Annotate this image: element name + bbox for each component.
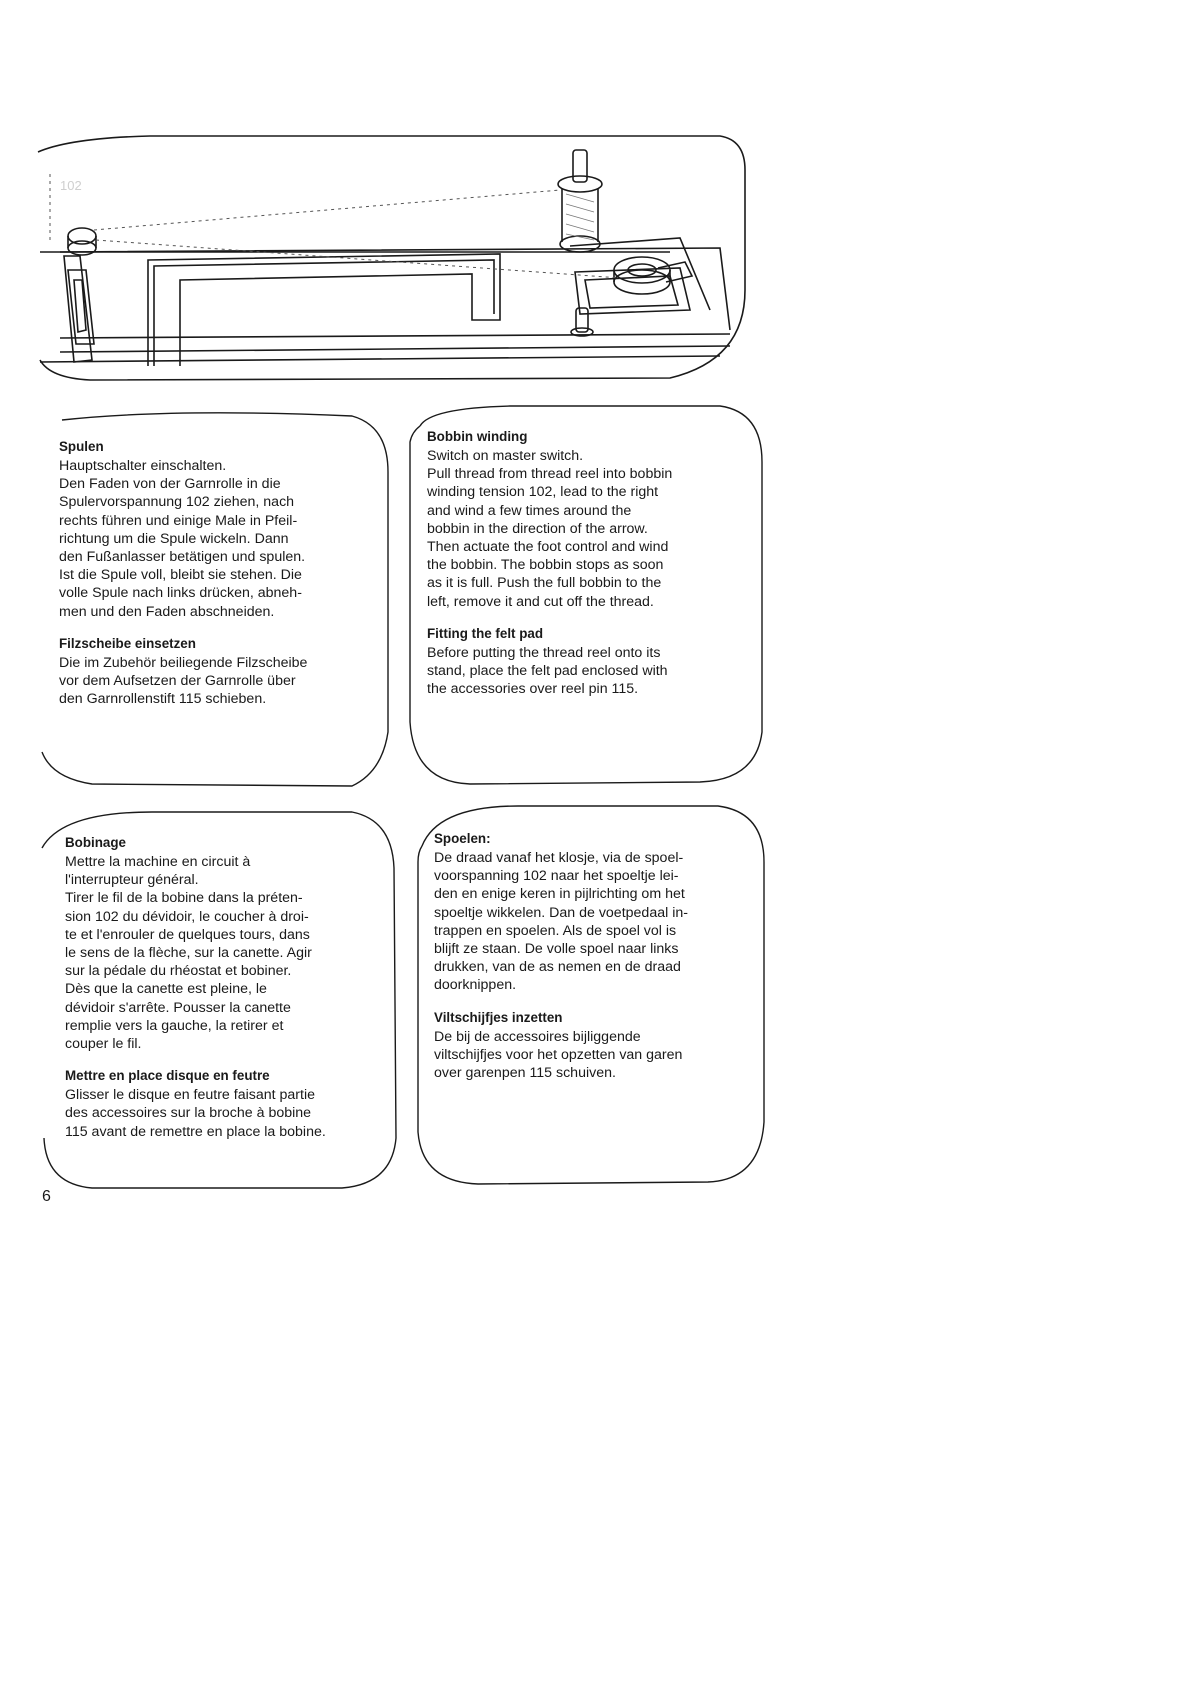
french-text: [65, 834, 397, 1141]
dutch-heading-2: Viltschijfjes inzetten: [434, 1009, 563, 1025]
french-instructions-box: [32, 808, 400, 1194]
german-heading: Spulen: [59, 439, 104, 454]
english-heading: Bobbin winding: [427, 429, 528, 444]
dutch-body-2: De bij de accessoires bijliggende viltschijfjes voor het opzetten van garen over garenpen 115 schuiven.: [434, 1028, 683, 1082]
french-body: Mettre la machine en circuit à l'interrupteur général. Tirer le fil de la bobine dans la préten- sion 102 du dévidoir, le coucher à droi- te et l'enrouler de quelques tours, dans le sens de la flèche, sur la canette. Agir sur la pédale du rhéostat et bobiner. Dès que la canette est pleine, le dévidoir s'arrête. Pousser la canette remplie vers la gauche, la retirer et couper le fil.: [65, 854, 312, 1053]
english-body-2: Before putting the thread reel onto its stand, place the felt pad enclosed with the accessories over reel pin 115.: [427, 644, 668, 698]
english-text: [427, 428, 763, 698]
dutch-instructions-box: [408, 802, 768, 1188]
dutch-text: [434, 830, 766, 1082]
german-heading-2: Filzscheibe einsetzen: [59, 635, 196, 651]
french-body-2: Glisser le disque en feutre faisant partie des accessoires sur la broche à bobine 115 avant de remettre en place la bobine.: [65, 1087, 326, 1140]
machine-top-drawing: [30, 130, 760, 390]
bobbin-winding-illustration: [30, 130, 760, 390]
german-body-2: Die im Zubehör beiliegende Filzscheibe vor dem Aufsetzen der Garnrolle über den Garnrollenstift 115 schieben.: [59, 654, 308, 708]
english-body: Switch on master switch. Pull thread from thread reel into bobbin winding tension 102, lead to the right and wind a few times around the bobbin in the direction of the arrow. Then actuate the foot control and wind the bobbin. The bobbin stops as soon as it is full. Push the full bobbin to the left, remove it and cut off the thread.: [427, 448, 673, 610]
german-instructions-box: [32, 412, 392, 796]
german-body: Hauptschalter einschalten. Den Faden von der Garnrolle in die Spulervorspannung 102 ziehen, nach rechts führen und einige Male in Pfeil- richtung um die Spule wickeln. Dann den Fußanlasser betätigen und spulen. Ist die Spule voll, bleibt sie stehen. Die volle Spule nach links drücken, abneh- men und den Faden abschneiden.: [59, 458, 306, 620]
english-heading-2: Fitting the felt pad: [427, 625, 544, 641]
english-instructions-box: [400, 402, 766, 788]
german-text: [59, 438, 389, 708]
french-heading: Bobinage: [65, 835, 127, 850]
dutch-heading: Spoelen:: [434, 831, 491, 846]
french-heading-2: Mettre en place disque en feutre: [65, 1068, 270, 1084]
dutch-body: De draad vanaf het klosje, via de spoel- voorspanning 102 naar het spoeltje lei- den en enige keren in pijlrichting om het spoeltje wikkelen. Dan de voetpedaal in- trappen en spoelen. Als de spoel vol is blijft ze staan. De volle spoel naar links drukken, van de as nemen en de draad doorknippen.: [434, 850, 688, 994]
page-number: 6: [42, 1188, 51, 1205]
faded-label-102: 102: [60, 178, 82, 193]
